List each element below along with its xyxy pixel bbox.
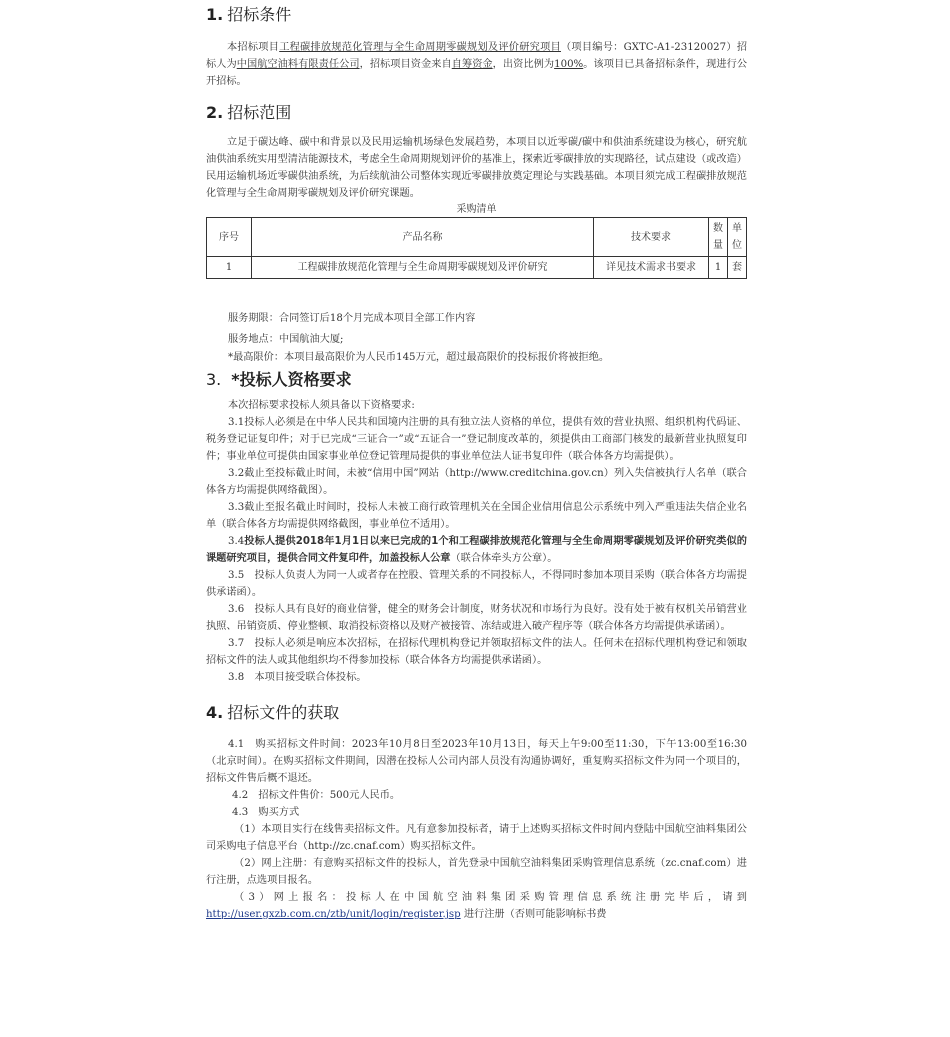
header-cell: 序号 — [207, 218, 252, 257]
section-1-paragraph: 本招标项目工程碳排放规范化管理与全生命周期零碳规划及评价研究项目（项目编号：GXTC-A1-23120027）招标人为中国航空油料有限责任公司，招标项目资金来自自筹资金，出资比例为100%。该项目已具备招标条件，现进行公开招标。 — [206, 42, 748, 87]
requirement-3-1: 3.1投标人必须是在中华人民共和国境内注册的具有独立法人资格的单位，提供有效的营业执照、组织机构代码证、税务登记证复印件；对于已完成“三证合一”或“五证合一”登记制度改革的，须提供由工商部门核发的最新营业执照复印件；事业单位可提供由国家事业单位登记管理局提供的事业单位法人证书复印件（联合体各方均需提供）。 — [206, 417, 747, 462]
requirement-3-2: 3.2截止至投标截止时间，未被“信用中国”网站（http://www.creditchina.gov.cn）列入失信被执行人名单（联合体各方均需提供网络截图）。 — [206, 468, 747, 496]
table-header-row — [207, 218, 747, 257]
max-price: *最高限价：本项目最高限价为人民币145万元，超过最高限价的投标报价将被拒绝。 — [228, 352, 610, 363]
table-cell: 1 — [207, 257, 252, 279]
qualification-intro: 本次招标要求投标人须具备以下资格要求: — [228, 400, 415, 411]
section-3-heading: 3. *投标人资格要求 — [206, 370, 352, 389]
method-2: （2）网上注册：有意购买招标文件的投标人，首先登录中国航空油料集团采购管理信息系统（zc.cnaf.com）进行注册，点选项目报名。 — [206, 858, 747, 886]
requirement-3-7: 3.7 投标人必须是响应本次招标，在招标代理机构登记并领取招标文件的法人。任何未在招标代理机构登记和领取招标文件的法人或其他组织均不得参加投标（联合体各方均需提供承诺函）。 — [206, 638, 747, 666]
requirement-3-3: 3.3截止至报名截止时间时，投标人未被工商行政管理机关在全国企业信用信息公示系统中列入严重违法失信企业名单（联合体各方均需提供网络截图，事业单位不适用）。 — [206, 502, 747, 530]
fund-source: 自筹资金 — [451, 59, 493, 70]
table-caption: 采购清单 — [456, 204, 497, 215]
method-3: （3）网上报名：投标人在中国航空油料集团采购管理信息系统注册完毕后，请到 http://user.gxzb.com.cn/ztb/unit/login/register.jsp 进行注册（否则可能影响标书费 — [206, 892, 747, 920]
register-link[interactable]: http://user.gxzb.com.cn/ztb/unit/login/register.jsp — [206, 909, 461, 920]
service-place: 服务地点：中国航油大厦; — [228, 334, 344, 345]
requirement-3-5: 3.5 投标人负责人为同一人或者存在控股、管理关系的不同投标人，不得同时参加本项目采购（联合体各方均需提供承诺函）。 — [206, 570, 747, 598]
header-cell: 单位 — [728, 218, 747, 257]
table-cell: 工程碳排放规范化管理与全生命周期零碳规划及评价研究 — [252, 257, 594, 279]
fund-ratio: 100% — [554, 59, 584, 70]
item-4-2: 4.2 招标文件售价：500元人民币。 — [232, 790, 401, 801]
header-cell: 产品名称 — [252, 218, 594, 257]
requirement-3-4: 3.4投标人提供2018年1月1日以来已完成的1个和工程碳排放规范化管理与全生命周期零碳规划及评价研究类似的课题研究项目，提供合同文件复印件，加盖投标人公章（联合体牵头方公章）。 — [206, 536, 747, 564]
table-cell: 1 — [709, 257, 728, 279]
procurement-table — [206, 217, 747, 279]
item-4-3: 4.3 购买方式 — [232, 807, 300, 818]
tenderer-name: 中国航空油料有限责任公司 — [236, 59, 360, 70]
item-4-1: 4.1 购买招标文件时间：2023年10月8日至2023年10月13日，每天上午9:00至11:30，下午13:00至16:30（北京时间）。在购买招标文件期间，因潜在投标人公司内部人员没有沟通协调好，重复购买招标文件为同一个项目的，招标文件售后概不退还。 — [206, 739, 747, 784]
section-2-heading: 2. 招标范围 — [206, 103, 292, 122]
service-period: 服务期限：合同签订后18个月完成本项目全部工作内容 — [228, 313, 476, 324]
section-1-heading: 1. 招标条件 — [206, 5, 292, 24]
section-4-heading: 4. 招标文件的获取 — [206, 703, 340, 722]
project-name: 工程碳排放规范化管理与全生命周期零碳规划及评价研究项目 — [279, 42, 561, 53]
header-cell: 技术要求 — [594, 218, 709, 257]
requirement-3-6: 3.6 投标人具有良好的商业信誉，健全的财务会计制度，财务状况和市场行为良好。没有处于被有权机关吊销营业执照、吊销资质、停业整顿、取消投标资格以及财产被接管、冻结或进入破产程序等（联合体各方均需提供承诺函）。 — [206, 604, 747, 632]
table-cell: 详见技术需求书要求 — [594, 257, 709, 279]
table-cell: 套 — [728, 257, 747, 279]
table-row — [207, 257, 747, 279]
method-1: （1）本项目实行在线售卖招标文件。凡有意参加投标者，请于上述购买招标文件时间内登陆中国航空油料集团公司采购电子信息平台（http://zc.cnaf.com）购买招标文件。 — [206, 824, 747, 852]
header-cell: 数量 — [709, 218, 728, 257]
requirement-3-8: 3.8 本项目接受联合体投标。 — [228, 672, 367, 683]
section-2-paragraph: 立足于碳达峰、碳中和背景以及民用运输机场绿色发展趋势，本项目以近零碳/碳中和供油系统建设为核心，研究航油供油系统实用型清洁能源技术，考虑全生命周期规划评价的基准上，探索近零碳排放的实现路径，试点建设（或改造）民用运输机场近零碳供油系统，为后续航油公司整体实现近零碳排放奠定理论与实践基础。本项目须完成工程碳排放规范化管理与全生命周期零碳规划及评价研究课题。 — [206, 137, 747, 199]
document-page — [206, 0, 747, 923]
